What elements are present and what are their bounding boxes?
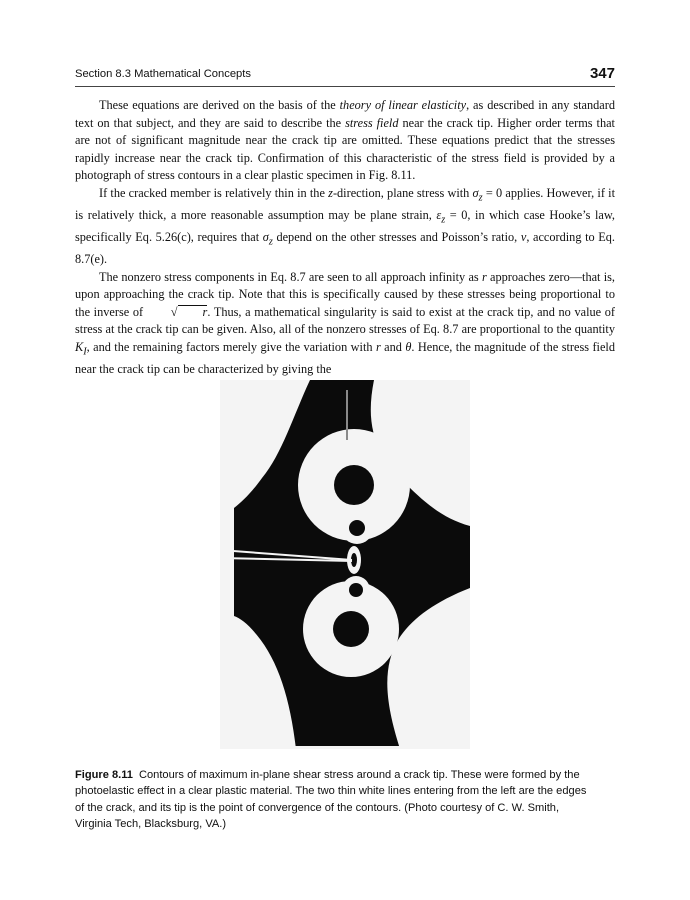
p3-k-subscript: I [83, 346, 87, 358]
figure-caption [75, 767, 590, 833]
p2-sigma-subscript-2: z [268, 236, 273, 248]
p3-var-theta: θ [405, 340, 412, 355]
page-number: 347 [589, 65, 615, 82]
p1-emphasis-linear-elasticity: theory of linear elasticity [339, 98, 467, 112]
p3-text-5: and [380, 340, 406, 355]
photo-upper-fringe-lobe-core [334, 465, 374, 505]
p1-text-2: , as described in any standard text on that subject, and they are said to describe the [75, 98, 615, 130]
p2-math-sigma-z-2 [262, 230, 273, 248]
section-label: Section 8.3 Mathematical Concepts [75, 68, 251, 80]
p2-text-3: = 0 applies. However, if it is relatively thick, a more reasonable assumption may be plane strain, [75, 185, 615, 223]
p3-text-4: , and the remaining factors merely give the variation with [86, 340, 376, 355]
p3-sqrt-radicand: r [178, 305, 208, 318]
p1-text-1: These equations are derived on the basis of the [99, 98, 340, 112]
photo-drawing [220, 380, 470, 749]
p2-text-5: depend on the other stresses and Poisson’s ratio, [272, 230, 521, 245]
paragraph-1 [75, 97, 615, 185]
running-head [75, 64, 615, 87]
paragraph-3 [75, 269, 615, 379]
p3-var-r-2: r [375, 340, 381, 355]
p2-sigma-subscript: z [478, 192, 483, 204]
photo-left-light-strip [220, 380, 234, 749]
paragraph-2 [75, 185, 615, 269]
p2-var-z: z [328, 185, 333, 200]
p3-math-k-i [75, 340, 87, 358]
p3-text-6: . Hence, the magnitude of the stress field near the crack tip can be characterized by giving the [75, 340, 615, 377]
figure-label: Figure 8.11 [75, 769, 133, 781]
p2-var-nu: ν [520, 230, 527, 245]
p3-text-3: . Thus, a mathematical singularity is said to exist at the crack tip, and no value of stress at the crack tip can be given. Also, all of the nonzero stresses of Eq. 8.7 are proportional to the quantity [75, 304, 615, 337]
p2-epsilon-symbol: ε [436, 208, 442, 223]
p1-emphasis-stress-field: stress field [345, 115, 399, 130]
p2-text-1: If the cracked member is relatively thin in the [99, 185, 329, 200]
p2-math-epsilon-z [436, 208, 446, 226]
body-text [75, 97, 615, 379]
p3-text-2: approaches zero—that is, upon approaching the crack tip. Note that this is specifically caused by these stresses being proportional to the inverse of [75, 269, 615, 319]
photo-upper-fringe-small-core [349, 520, 365, 536]
p2-text-6: , according to Eq. 8.7(e). [75, 230, 615, 267]
photo-lower-fringe-lobe-core [333, 611, 369, 647]
p2-text-4: = 0, in which case Hooke’s law, specifically Eq. 5.26(c), requires that [75, 208, 615, 245]
p1-text-3: near the crack tip. Higher order terms that are not of significant magnitude near the crack tip are omitted. These equations predict that the stresses rapidly increase near the crack tip. Confirmation of this characteristic of the stress field is provided by a photograph of stress contours in a clear plastic specimen in Fig. 8.11. [75, 115, 615, 183]
figure-caption-text: Contours of maximum in-plane shear stress around a crack tip. These were formed by the photoelastic effect in a clear plastic material. The two thin white lines entering from the left are the edges of the crack, and its tip is the point of convergence of the contours. (Photo courtesy of C. W. Smith, Virginia Tech, Blacksburg, VA.) [75, 769, 587, 831]
p2-math-sigma-z [472, 185, 483, 204]
p2-epsilon-subscript: z [441, 214, 446, 226]
p3-text-1: The nonzero stress components in Eq. 8.7 are seen to all approach infinity as [99, 269, 482, 284]
p3-sqrt-symbol: √ [170, 304, 178, 319]
p3-math-sqrt-r [147, 304, 208, 322]
photo-lower-fringe-small-core [349, 583, 363, 597]
p2-text-2: -direction, plane stress with [332, 185, 473, 200]
p3-k-symbol: K [75, 340, 84, 355]
p3-var-r: r [481, 269, 487, 284]
p2-sigma-symbol-2: σ [262, 230, 269, 245]
p2-sigma-symbol: σ [472, 185, 479, 200]
photoelastic-crack-tip-photo [220, 380, 470, 749]
